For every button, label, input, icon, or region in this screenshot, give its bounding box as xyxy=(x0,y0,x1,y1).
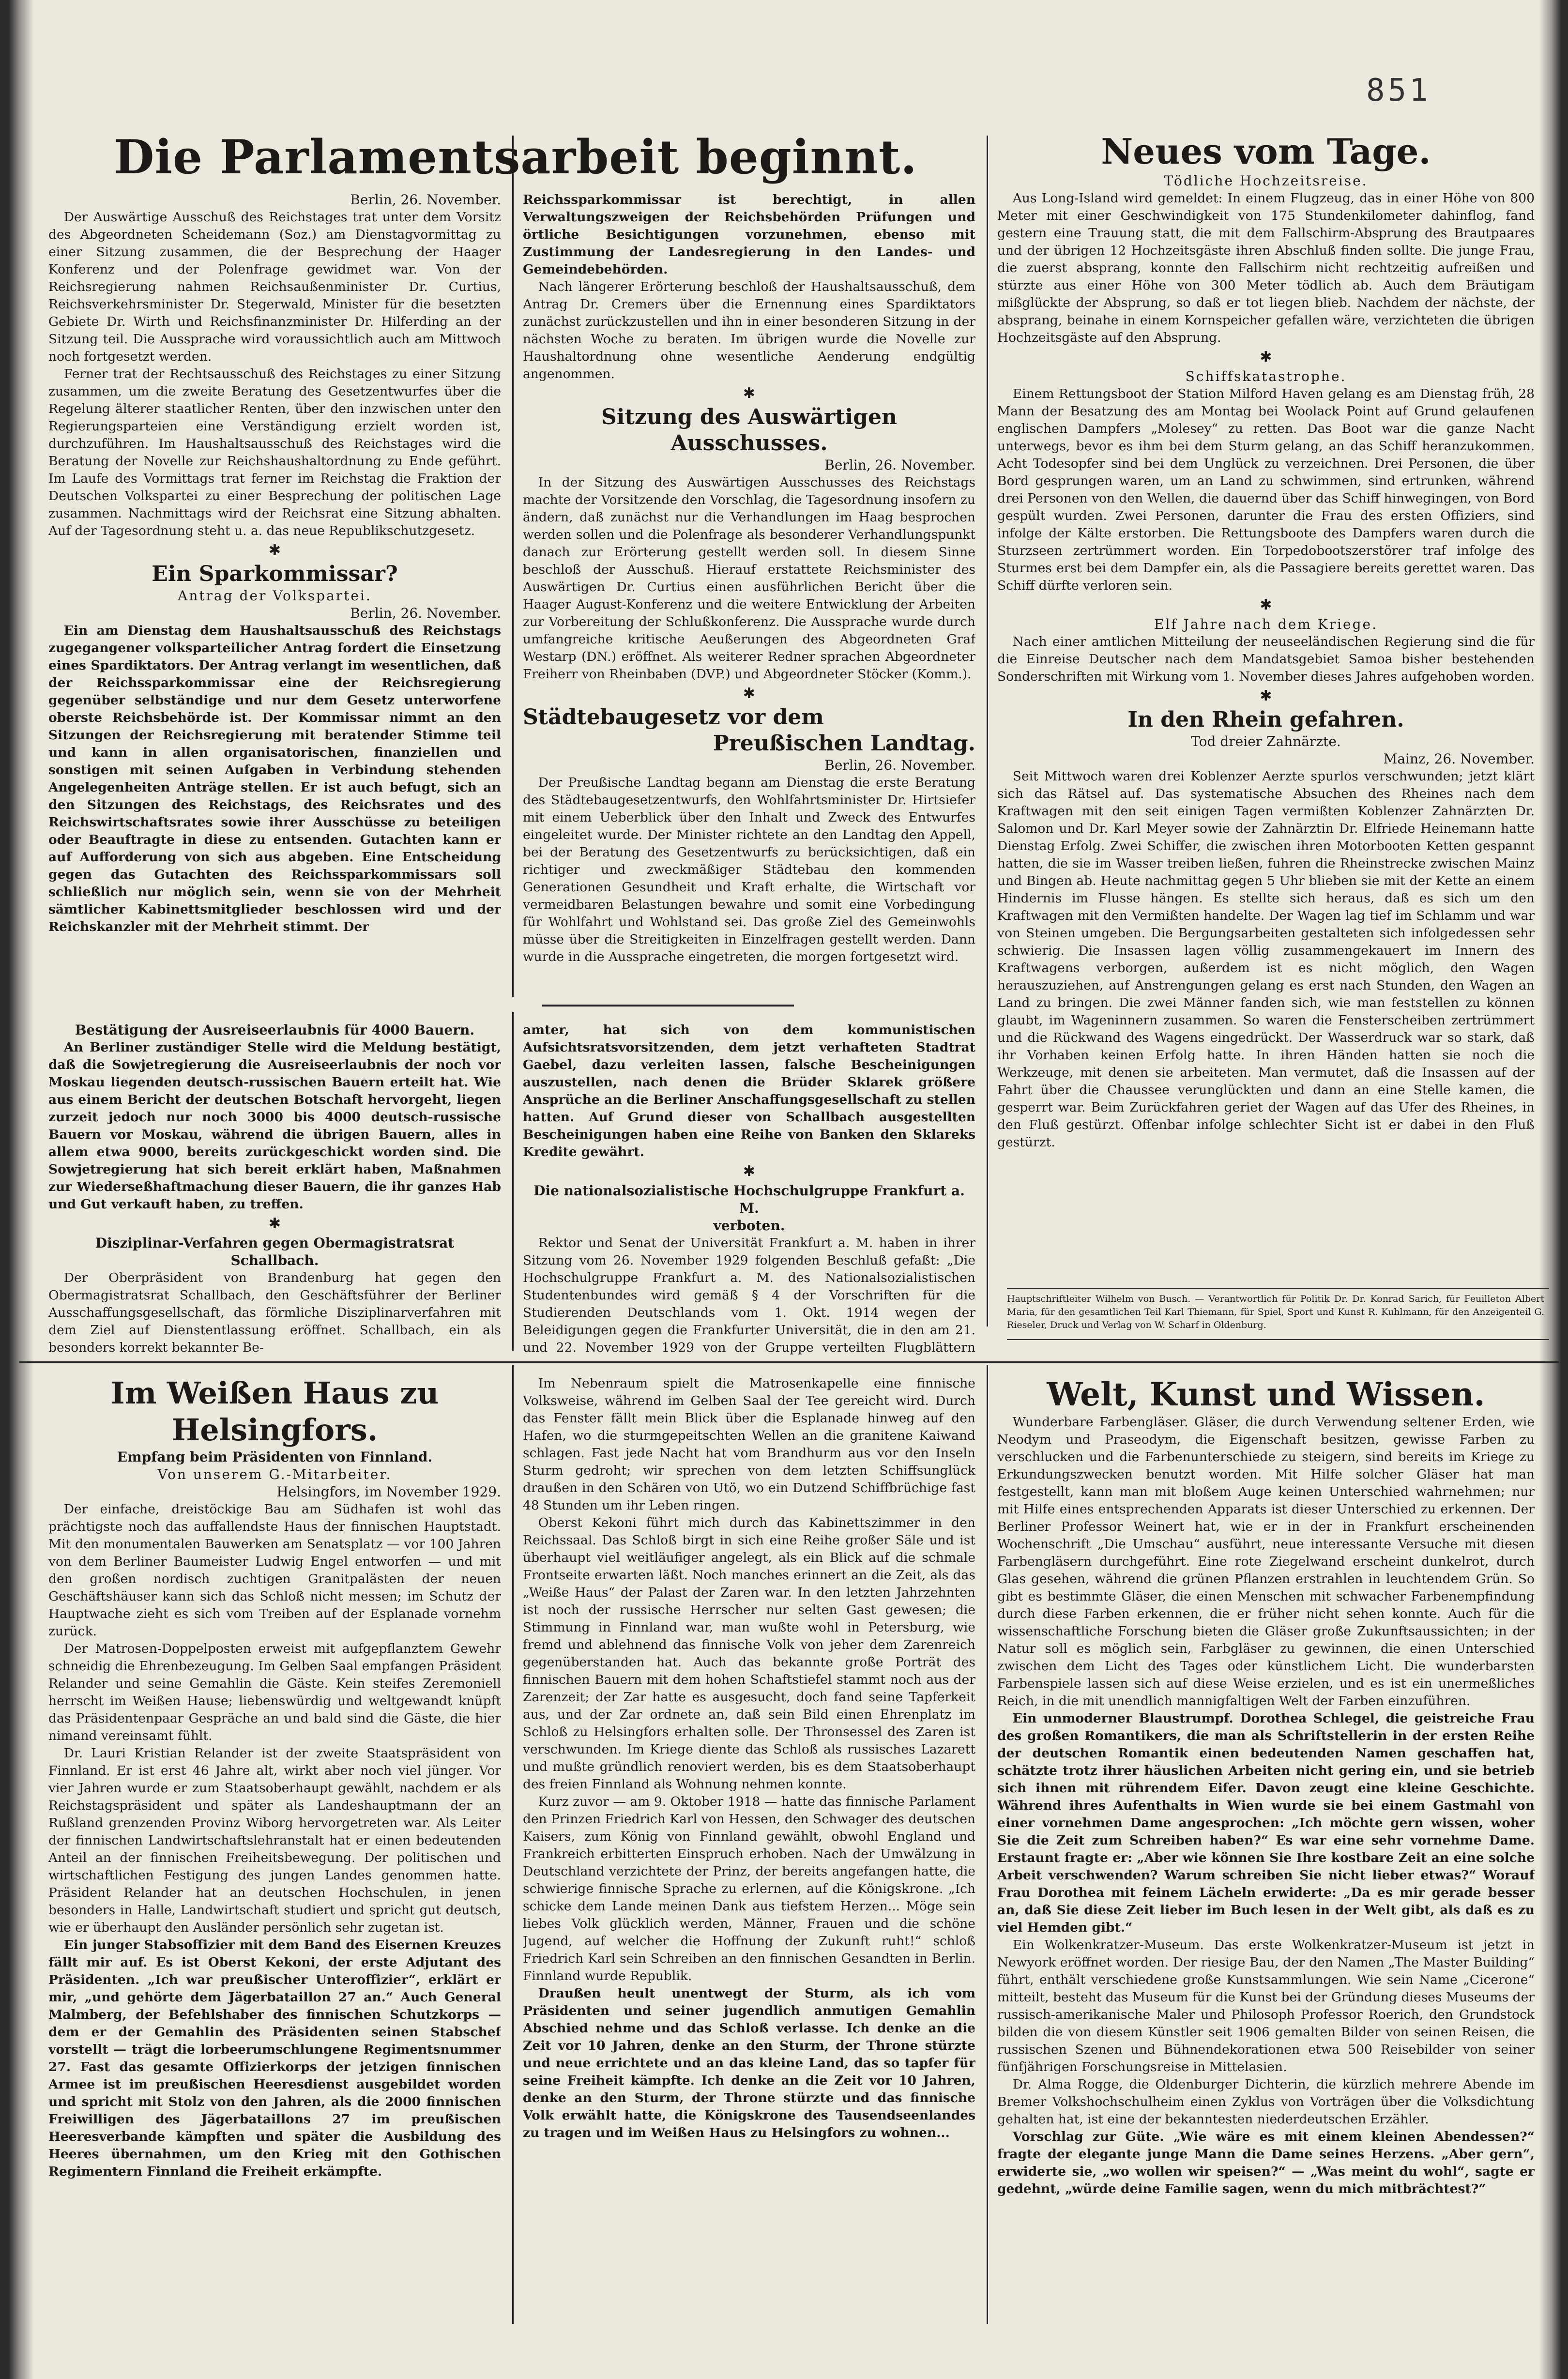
article-paragraph: Der einfache, dreistöckige Bau am Südhafen ist wohl das prächtigste noch das auffallendste Haus der finnischen Hauptstadt. Mit den monumentalen Bauwerken am Senatsplatz — vor 100 Jahren von dem Berliner Baumeister Ludwig Engel entworfen — und mit den großen nordisch zuchtigen Granitpalästen der neuen Geschäftshäuser kann sich das Schloß nicht messen; im Schutz der Hauptwache zieht es sich vom Treiben auf der Esplanade vornehm zurück. xyxy=(48,1502,501,1639)
subheadline: Schallbach. xyxy=(230,1252,319,1268)
article-paragraph: Ein Wolkenkratzer-Museum. Das erste Wolkenkratzer-Museum ist jetzt in Newyork eröffnet worden. Der riesige Bau, der den Namen „The Master Building“ führt, enthält verschiedene große Kunstsammlungen. Wie sein Name „Cicerone“ mitteilt, besteht das Museum für die Kunst bei der Gründung dieses Museums der russisch-amerikanische Maler und Philosoph Professor Roerich, den Grundstock bilden die von diesem Künstler seit 1906 gemalten Bilder von seinen Reisen, die russischen Szenen und Bühnendekorationen etwa 500 Reisebilder von seiner fünfjährigen Forschungsreise in Mittelasien. xyxy=(997,1937,1535,2074)
column-1-bottom xyxy=(48,1375,501,2324)
article-paragraph: Im Nebenraum spielt die Matrosenkapelle eine finnische Volksweise, während im Gelben Saal der Tee gereicht wird. Durch das Fenster fällt mein Blick über die Esplanade hinweg auf den Hafen, wo die sturmgepeitschten Wellen an die granitene Kaiwand schlagen. Fast jede Nacht hat vom Brandhurm aus vor den Inseln Sturm gedroht; wir sprechen von dem letzten Schiffsunglück draußen in den Schären von Utö, wo ein Dutzend Schiffbrüchige fast 48 Stunden um ihr Leben ringen. xyxy=(523,1376,975,1513)
column-2-bottom xyxy=(523,1375,975,2324)
subheadline: Preußischen Landtag. xyxy=(713,731,975,756)
subheadline: Schiffskatastrophe. xyxy=(1185,368,1347,384)
section-star: ✱ xyxy=(743,1163,756,1180)
section-headline: Im Weißen Haus zu Helsingfors. xyxy=(110,1375,439,1448)
section-headline: Neues vom Tage. xyxy=(1101,131,1431,172)
article-paragraph: Seit Mittwoch waren drei Koblenzer Aerzte spurlos verschwunden; jetzt klärt sich das Rätsel auf. Das systematische Absuchen des Rheines nach dem Kraftwagen mit den seit einigen Tagen vermißten Koblenzer Zahnärzten Dr. Salomon und Dr. Karl Meyer sowie der Zahnärztin Dr. Elfriede Heinemann hatte Dienstag Erfolg. Zwei Schiffer, die zwischen ihren Motorbooten Ketten gespannt hatten, die sie im Wasser treiben ließen, fuhren die Rheinstrecke zwischen Mainz und Bingen ab. Heute nachmittag gegen 5 Uhr blieben sie mit der Kette an einem Hindernis im Flusse hängen. Es stellte sich heraus, daß es sich um den Kraftwagen mit den Vermißten handelte. Der Wagen lag tief im Schlamm und war von Steinen umgeben. Die Bergungsarbeiten gestalteten sich infolgedessen sehr schwierig. Die Insassen lagen völlig zusammengekauert im Innern des Kraftwagens verborgen, außerdem ist es nicht möglich, den Wagen herauszuziehen, auf Anstrengungen gelang es erst nach Stunden, den Wagen an Land zu bringen. Die zwei Männer fanden sich, wie man feststellen zu können glaubt, im Wageninnern zusammen. So waren die Fensterscheiben zertrümmert und die Rückwand des Wagens eingedrückt. Der Wasserdruck war so stark, daß ihr Vorhaben keinen Erfolg hatte. In ihren Händen hatten sie noch die Werkzeuge, mit denen sie arbeiteten. Man vermutet, daß die Insassen auf der Fahrt über die Chaussee verunglückten und dann an eine Stelle kamen, die gesperrt war. Beim Zurückfahren geriet der Wagen auf das Ufer des Rheines, in den Fluß gestürzt. Offenbar infolge schlechter Sicht ist er dabei in den Fluß gestürzt. xyxy=(997,769,1535,1150)
subtitle: Empfang beim Präsidenten von Finnland. xyxy=(117,1449,433,1465)
column-rule xyxy=(987,1365,988,2324)
page-number: 851 xyxy=(1366,73,1431,108)
column-rule xyxy=(987,136,988,1327)
article-paragraph: Ein am Dienstag dem Haushaltsausschuß des Reichstags zugegangener volksparteilicher Antrag fordert die Einsetzung eines Spardiktators. Der Antrag verlangt im wesentlichen, daß der Reichssparkommissar eine der Reichsregierung gegenüber selbständige und nur dem Gesetz unterworfene oberste Reichsbehörde ist. Der Kommissar nimmt an den Sitzungen der Reichsregierung mit beratender Stimme teil und kann in allen organisatorischen, finanziellen und sonstigen mit seinen Aufgaben in Verbindung stehenden Angelegenheiten Anträge stellen. Er ist auch befugt, sich an den Sitzungen des Reichstags, des Reichsrates und des Reichswirtschaftsrates sowie ihrer Ausschüsse zu beteiligen oder Beauftragte in diese zu entsenden. Gutachten kann er auf Aufforderung von sich aus abgeben. Eine Entscheidung gegen das Gutachten des Reichssparkommissars soll schließlich nur möglich sein, wenn sie von der Mehrheit sämtlicher Kabinettsmitglieder beschlossen wird und der Reichskanzler mit der Mehrheit stimmt. Der xyxy=(48,623,501,934)
section-star: ✱ xyxy=(1260,349,1272,366)
column-1-middle xyxy=(48,1022,501,1356)
article-paragraph: Der Auswärtige Ausschuß des Reichstages trat unter dem Vorsitz des Abgeordneten Scheidemann (Soz.) am Dienstagvormittag zu einer Sitzung zusammen, die der Besprechung der Haager Konferenz und der Polenfrage gewidmet war. Von der Reichsregierung nahmen Reichsaußenminister Dr. Curtius, Reichsverkehrsminister Dr. Stegerwald, Minister für die besetzten Gebiete Dr. Wirth und Reichsfinanzminister Dr. Hilferding an der Sitzung teil. Die Aussprache wird voraussichtlich auch am Mittwoch noch fortgesetzt werden. xyxy=(48,210,501,364)
scan-edge-left xyxy=(0,0,34,2379)
section-star: ✱ xyxy=(743,385,756,402)
dateline: Mainz, 26. November. xyxy=(1383,751,1535,767)
byline: Von unserem G.-Mitarbeiter. xyxy=(157,1466,392,1482)
column-rule xyxy=(512,136,514,997)
imprint-text: Hauptschriftleiter Wilhelm von Busch. — Verantwortlich für Politik Dr. Dr. Konrad Sarich, für Feuilleton Albert Maria, für den gesamtlichen Teil Karl Thiemann, für Spiel, Sport und Kunst R. Kuhlmann, für den Anzeigenteil G. Rieseler, Druck und Verlag von W. Scharf in Oldenburg. xyxy=(1007,1294,1544,1330)
section-star: ✱ xyxy=(1260,687,1272,704)
article-paragraph: Wunderbare Farbengläser. Gläser, die durch Verwendung seltener Erden, wie Neodym und Praseodym, die Eigenschaft besitzen, gewisse Farben zu verschlucken und die Farbenunterschiede zu steigern, sind bereits im Kriege zu Erkundungszwecken benutzt worden. Mit Hilfe solcher Gläser hat man festgestellt, kann man mit bloßem Auge keinen Unterschied wahrnehmen; nur mit Hilfe eines entsprechenden Apparats ist dieser Unterschied zu erkennen. Der Berliner Professor Weinert hat, wie er in der in Frankfurt erscheinenden Wochenschrift „Die Umschau“ ausführt, neue interessante Versuche mit diesen Farbengläsern durchgeführt. Eine rote Ziegelwand erscheint dunkelrot, durch Glas gesehen, während die grünen Pflanzen erstrahlen in leuchtendem Grün. So gibt es bestimmte Gläser, die einen Menschen mit schwacher Farbenempfindung durch diese Farben erkennen, die er früher nicht sehen konnte. Auch für die wissenschaftliche Forschung bieten die Gläser große Zukunftsaussichten; in der Natur soll es möglich sein, Farbgläser zu gewinnen, die einen Unterschied zwischen dem Licht des Tages oder künstlichem Licht. Die wunderbarsten Farbenspiele lassen sich auf diese Weise erzielen, und es ist ein unermeßliches Reich, in die mit unendlich mannigfaltigen Welt der Farben einzuführen. xyxy=(997,1415,1535,1708)
dateline: Berlin, 26. November. xyxy=(824,457,975,473)
dateline: Berlin, 26. November. xyxy=(824,757,975,773)
subheadline: Städtebaugesetz vor dem xyxy=(523,705,824,730)
section-headline: Welt, Kunst und Wissen. xyxy=(1047,1375,1485,1413)
subheadline: Elf Jahre nach dem Kriege. xyxy=(1154,616,1378,632)
section-star: ✱ xyxy=(268,1215,281,1232)
subheadline: Die nationalsozialistische Hochschulgruppe Frankfurt a. M. xyxy=(533,1183,965,1216)
article-paragraph: Ferner trat der Rechtsausschuß des Reichstages zu einer Sitzung zusammen, um die zweite Beratung des Gesetzentwurfes über die Regelung älterer staatlicher Renten, über den inzwischen unter den Regierungsparteien eine Verständigung erzielt worden ist, durchzuführen. Im Haushaltsausschuß des Reichstages wird die Beratung der Novelle zur Reichshaushaltordnung zu Ende geführt. Im Laufe des Vormittags trat ferner im Reichstag die Fraktion der Deutschen Volkspartei zu einer Besprechung der politischen Lage zusammen. Nachmittags wird der Reichsrat eine Sitzung abhalten. Auf der Tagesordnung steht u. a. das neue Republikschutzgesetz. xyxy=(48,366,501,538)
article-paragraph: Oberst Kekoni führt mich durch das Kabinettszimmer in den Reichssaal. Das Schloß birgt in sich eine Reihe großer Säle und ist überhaupt viel weitläufiger angelegt, als ein Blick auf die schmale Frontseite erwarten läßt. Noch manches erinnert an die Zeit, als das „Weiße Haus“ der Palast der Zaren war. In den letzten Jahrzehnten ist noch der russische Herrscher nur selten Gast gewesen; die Stimmung in Finnland war, man wußte wohl in Petersburg, wie fremd und ablehnend das finnische Volk von jeher dem Zarenreich gegenüberstanden hat. Auch das bekannte große Porträt des finnischen Bauern mit dem hohen Schaftstiefel stammt noch aus der Zarenzeit; der Zar hatte es ausgesucht, doch fand seine Tapferkeit aus, und der Zar ordnete an, daß sein Bild einen Ehrenplatz im Schloß zu Helsingfors erhalten solle. Der Thronsessel des Zaren ist verschwunden. Im Kriege diente das Schloß als russisches Lazarett und mußte gründlich renoviert werden, bis es dem Staatsoberhaupt des freien Finnland als Wohnung nehmen konnte. xyxy=(523,1515,975,1792)
column-3-bottom xyxy=(997,1375,1535,2324)
article-paragraph: Kurz zuvor — am 9. Oktober 1918 — hatte das finnische Parlament den Prinzen Friedrich Karl von Hessen, den Schwager des deutschen Kaisers, zum König von Finnland gewählt, obwohl England und Frankreich erbitterten Einspruch erhoben. Nach der Umwälzung in Deutschland verzichtete der Prinz, der bereits angefangen hatte, die schwierige finnische Sprache zu erlernen, auf die Königskrone. „Ich schicke dem Lande meinen Dank aus tiefstem Herzen... Möge sein liebes Volk glücklich werden, Männer, Frauen und die schöne Jugend, auf welcher die Hoffnung der Zukunft ruht!“ schloß Friedrich Karl sein Schreiben an den finnischen Gesandten in Berlin. Finnland wurde Republik. xyxy=(523,1794,975,1983)
subheadline: verboten. xyxy=(713,1218,785,1234)
subheadline: Disziplinar-Verfahren gegen Obermagistratsrat xyxy=(95,1235,455,1251)
article-paragraph: Reichssparkommissar ist berechtigt, in allen Verwaltungszweigen der Reichsbehörden Prüfungen und örtliche Besichtigungen vorzunehmen, ebenso mit Zustimmung der Landesregierung in den Landes- und Gemeindebehörden. xyxy=(523,192,975,277)
column-3-top xyxy=(997,131,1535,1285)
scan-edge-right xyxy=(1539,0,1568,2379)
subtitle: Tod dreier Zahnärzte. xyxy=(1191,733,1341,749)
section-rule xyxy=(1007,1339,1549,1340)
headline: Die Parlamentsarbeit beginnt. xyxy=(114,131,917,184)
article-paragraph: Rektor und Senat der Universität Frankfurt a. M. haben in ihrer Sitzung vom 26. November 1929 folgenden Beschluß gefaßt: „Die Hochschulgruppe Frankfurt a. M. des Nationalsozialistischen Studentenbundes wird gemäß § 4 der Vorschriften für die Studierenden Deutschlands vom 1. Okt. 1914 wegen der Beleidigungen gegen die Frankfurter Universität, die in den am 21. und 22. November 1929 von der Gruppe verteilten Flugblättern xyxy=(523,1235,975,1355)
section-star: ✱ xyxy=(1260,596,1272,613)
article-paragraph: Der Oberpräsident von Brandenburg hat gegen den Obermagistratsrat Schallbach, den Geschäftsführer der Berliner Ausschaffungsgesellschaft, das förmliche Disziplinarverfahren mit dem Ziel auf Dienstentlassung eröffnet. Schallbach, ein als besonders korrekt bekannter Be- xyxy=(48,1270,501,1355)
article-paragraph: Vorschlag zur Güte. „Wie wäre es mit einem kleinen Abendessen?“ fragte der elegante junge Mann die Dame seines Herzens. „Aber gern“, erwiderte sie, „wo wollen wir speisen?“ — „Was meint du wohl“, sagte er gedehnt, „würde deine Familie sagen, wenn du mich mitbrächtest?“ xyxy=(997,2129,1535,2196)
column-rule xyxy=(512,1365,514,2324)
imprint-box xyxy=(1007,1293,1544,1337)
article-paragraph: Einem Rettungsboot der Station Milford Haven gelang es am Dienstag früh, 28 Mann der Besatzung des am Montag bei Woolack Point auf Grund gelaufenen englischen Dampfers „Molesey“ zu retten. Das Boot war die ganze Nacht unterwegs, bevor es ihm bei dem Sturm gelang, an das Schiff heranzukommen. Acht Todesopfer sind bei dem Unglück zu verzeichnen. Drei Personen, die über Bord gesprungen waren, um an Land zu schwimmen, sind ertrunken, während drei Personen von den Wellen, die dauernd über das Schiff hinwegingen, von Bord gespült wurden. Zwei Personen, darunter die Frau des ersten Offiziers, sind infolge der Kälte erstorben. Die Rettungsboote des Dampfers waren durch die Sturzseen zertrümmert worden. Ein Torpedobootszerstörer traf infolge des Sturmes erst bei dem Dampfer ein, als die Passagiere bereits gerettet waren. Das Schiff dürfte verloren sein. xyxy=(997,386,1535,593)
subheadline: Sitzung des Auswärtigen Ausschusses. xyxy=(601,405,897,456)
article-paragraph: Dr. Lauri Kristian Relander ist der zweite Staatspräsident von Finnland. Er ist erst 46 Jahre alt, wirkt aber noch viel jünger. Vor vier Jahren wurde er zum Staatsoberhaupt gewählt, nachdem er als Reichstagspräsident und später als Landeshauptmann der an Rußland grenzenden Provinz Wiborg hervorgetreten war. Als Leiter der finnischen Landwirtschaftslehranstalt hat er einen bedeutenden Anteil an der finnischen Freiheitsbewegung. Der politischen und wirtschaftlichen Festigung des jungen Landes genommen hatte. Präsident Relander hat an deutschen Hochschulen, in jenen besonders in Halle, Landwirtschaft studiert und spricht gut deutsch, wie er überhaupt den Ausländer persönlich sehr zugetan ist. xyxy=(48,1746,501,1935)
article-paragraph: Draußen heult unentwegt der Sturm, als ich vom Präsidenten und seiner jugendlich anmutigen Gemahlin Abschied nehme und das Schloß verlasse. Ich denke an die Zeit vor 10 Jahren, denke an den Sturm, der Throne stürzte und neue errichtete und an das kleine Land, das so tapfer für seine Freiheit kämpfte. Ich denke an die Zeit vor 10 Jahren, denke an den Sturm, der Throne stürzte und das finnische Volk erwählt hatte, die Königskrone des Tausendseenlandes zu tragen und im Weißen Haus zu Helsingfors zu wohnen... xyxy=(523,1986,975,2140)
article-paragraph: Ein junger Stabsoffizier mit dem Band des Eisernen Kreuzes fällt mir auf. Es ist Oberst Kekoni, der erste Adjutant des Präsidenten. „Ich war preußischer Unteroffizier“, erklärt er mir, „und gehörte dem Jägerbataillon 27 an.“ Auch General Malmberg, der Befehlshaber des finnischen Schutzkorps — dem er der Gemahlin des Präsidenten seinen Stabschef vorstellt — trägt die lorbeerumschlungene Regimentsnummer 27. Fast das gesamte Offizierkorps der jetzigen finnischen Armee ist im preußischen Heeresdienst ausgebildet worden und spricht mit Stolz von den Jahren, als die 2000 finnischen Freiwilligen des Jägerbataillons 27 im preußischen Heeresverbande kämpften und später die Ausbildung des Heeres übernahmen, um den Krieg mit den Gothischen Regimentern Finnland die Freiheit erkämpfte. xyxy=(48,1937,501,2179)
column-rule xyxy=(512,1012,514,1351)
article-paragraph: Der Matrosen-Doppelposten erweist mit aufgepflanztem Gewehr schneidig die Ehrenbezeugung. Im Gelben Saal empfangen Präsident Relander und seine Gemahlin die Gäste. Kein steifes Zeremoniell herrscht im Weißen Hause; liebenswürdig und weltgewandt knüpft das Präsidentenpaar Gespräche an und bald sind die Gäste, die hier nimand vereinsamt fühlt. xyxy=(48,1641,501,1743)
subheadline: Ein Sparkommissar? xyxy=(152,562,398,586)
dateline: Berlin, 26. November. xyxy=(350,605,501,621)
subtitle: Antrag der Volkspartei. xyxy=(178,588,372,604)
article-paragraph: Der Preußische Landtag begann am Dienstag die erste Beratung des Städtebaugesetzentwurfs, den Wohlfahrtsminister Dr. Hirtsiefer mit einem Ueberblick über den Inhalt und Zweck des Entwurfes eingeleitet wurde. Der Minister richtete an den Landtag den Appell, bei der Beratung des Gesetzentwurfs zu berücksichtigen, daß ein richtiger und zweckmäßiger Städtebau den kommenden Generationen Gesundheit und Kraft erhalte, die Wirtschaft vor vermeidbaren Belastungen bewahre und somit eine Vorbedingung für Wohlfahrt und Wohlstand sei. Das große Ziel des Gemeinwohls müsse über die Streitigkeiten in Einzelfragen gestellt werden. Dann wurde in die Aussprache eingetreten, die morgen fortgesetzt wird. xyxy=(523,775,975,964)
section-rule xyxy=(19,1361,1559,1363)
article-paragraph: Nach längerer Erörterung beschloß der Haushaltsausschuß, dem Antrag Dr. Cremers über die Ernennung eines Spardiktators zunächst zurückzustellen und ihn in einer besonderen Sitzung in der nächsten Woche zu beraten. Im übrigen wurde die Novelle zur Haushaltordnung ohne wesentliche Aenderung endgültig angenommen. xyxy=(523,279,975,381)
article-paragraph: Dr. Alma Rogge, die Oldenburger Dichterin, die kürzlich mehrere Abende im Bremer Volkshochschulheim einen Zyklus von Vorträgen über die Volksdichtung gehalten hat, ist eine der bekanntesten niederdeutschen Erzähler. xyxy=(997,2077,1535,2127)
subheadline: Tödliche Hochzeitsreise. xyxy=(1164,173,1368,189)
column-2-middle xyxy=(523,1022,975,1356)
section-rule xyxy=(542,1005,794,1006)
article-paragraph: Nach einer amtlichen Mitteilung der neuseeländischen Regierung sind die für die Einreise Deutscher nach dem Mandatsgebiet Samoa bisher bestehenden Sonderschriften mit Wirkung vom 1. November dieses Jahres aufgehoben worden. xyxy=(997,634,1535,684)
subheadline: Bestätigung der Ausreiseerlaubnis für 4000 Bauern. xyxy=(75,1022,475,1038)
article-paragraph: An Berliner zuständiger Stelle wird die Meldung bestätigt, daß die Sowjetregierung die Ausreiseerlaubnis der noch vor Moskau liegenden deutsch-russischen Bauern erteilt hat. Wie aus einem Bericht der deutschen Botschaft hervorgeht, liegen zurzeit jedoch nur noch 3000 bis 4000 deutsch-russische Bauern vor Moskau, während die übrigen Bauern, alles in allem etwa 9000, bereits zurückgeschickt worden sind. Die Sowjetregierung hat sich bereit erklärt haben, Maßnahmen zur Wiederseßhaftmachung dieser Bauern, die ihr ganzes Hab und Gut verkauft haben, zu treffen. xyxy=(48,1040,501,1212)
section-rule xyxy=(1007,1288,1549,1289)
article-paragraph: Ein unmoderner Blaustrumpf. Dorothea Schlegel, die geistreiche Frau des großen Romantikers, die man als Schriftstellerin in der ersten Reihe der deutschen Romantik einen bedeutenden Namen geschaffen hat, schätzte trotz ihrer häuslichen Arbeiten nicht gering ein, und sie betrieb sich ihnen mit rührendem Eifer. Davon zeugt eine kleine Geschichte. Während ihres Aufenthalts in Wien wurde sie bei einem Gastmahl von einer vornehmen Dame angesprochen: „Ich möchte gern wissen, woher Sie die Zeit zum Schreiben haben?“ Es war eine sehr vornehme Dame. Erstaunt fragte er: „Aber wie können Sie Ihre kostbare Zeit an eine solche Arbeit verschwenden? Warum schreiben Sie nicht lieber etwas?“ Worauf Frau Dorothea mit feinem Lächeln erwiderte: „Da es mir gerade besser an, daß Sie diese Zeit lieber im Buch lesen in der Welt gibt, als daß es zu viel Hemden gibt.“ xyxy=(997,1711,1535,1935)
article-paragraph: amter, hat sich von dem kommunistischen Aufsichtsratsvorsitzenden, dem jetzt verhafteten Stadtrat Gaebel, dazu verleiten lassen, falsche Bescheinigungen auszustellen, nach denen die Brüder Sklarek größere Ansprüche an die Berliner Anschaffungsgesellschaft zu stellen hatten. Auf Grund dieser von Schallbach ausgestellten Bescheinigungen haben eine Reihe von Banken den Sklareks Kredite gewährt. xyxy=(523,1022,975,1159)
column-1-top xyxy=(48,191,501,1009)
dateline: Berlin, 26. November. xyxy=(350,192,501,208)
article-paragraph: Aus Long-Island wird gemeldet: In einem Flugzeug, das in einer Höhe von 800 Meter mit einer Geschwindigkeit von 175 Stundenkilometer dahinflog, fand gestern eine Trauung statt, die mit dem Fallschirm-Absprung des Brautpaares und der übrigen 12 Hochzeitsgäste ihren Abschluß finden sollte. Die junge Frau, die zuerst absprang, konnte den Fallschirm nicht rechtzeitig aufreißen und stürzte aus einer Höhe von 300 Meter tödlich ab. Auch dem Bräutigam mißglückte der Absprung, so daß er tot liegen blieb. Nachdem der nächste, der absprang, beinahe in einem Kornspeicher gefallen wäre, verzichteten die übrigen Hochzeitsgäste auf den Absprung. xyxy=(997,191,1535,345)
dateline: Helsingfors, im November 1929. xyxy=(276,1484,501,1500)
subheadline: In den Rhein gefahren. xyxy=(1127,707,1404,732)
section-star: ✱ xyxy=(268,542,281,559)
section-star: ✱ xyxy=(743,685,756,702)
column-2-top xyxy=(523,191,975,1000)
lead-article-headline xyxy=(46,131,985,198)
article-paragraph: In der Sitzung des Auswärtigen Ausschusses des Reichstags machte der Vorsitzende den Vorschlag, die Tagesordnung insofern zu ändern, daß zunächst nur die Verhandlungen im Haag besprochen werden sollen und die Polenfrage als besonderer Verhandlungspunkt danach zur Erörterung gestellt werden soll. In diesem Sinne beschloß der Ausschuß. Hierauf erstattete Reichsminister des Auswärtigen Dr. Curtius einen ausführlichen Bericht über die Haager August-Konferenz und die weitere Entwicklung der Arbeiten zur Vorbereitung der Schlußkonferenz. Die Aussprache wurde durch umfangreiche kritische Aeußerungen des Abgeordneten Graf Westarp (DN.) eröffnet. Als weiterer Redner sprachen Abgeordneter Freiherr von Rheinbaben (DVP.) und Abgeordneter Stöcker (Komm.). xyxy=(523,475,975,682)
